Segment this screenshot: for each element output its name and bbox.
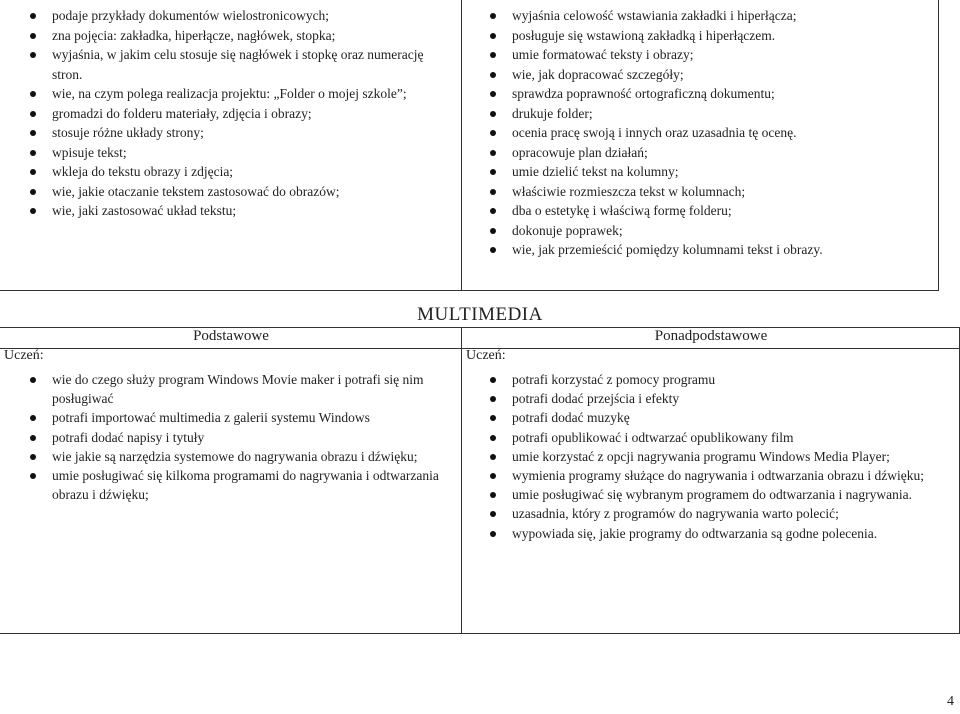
list-item xyxy=(22,201,442,221)
list-item xyxy=(482,447,942,466)
bottom-left-list xyxy=(22,370,442,504)
list-item-text: posługuje się wstawioną zakładką i hiperłączem. xyxy=(512,27,776,43)
bullet-icon xyxy=(30,454,36,460)
list-item xyxy=(482,524,942,543)
bullet-icon xyxy=(30,52,36,58)
bullet-icon xyxy=(30,473,36,479)
bullet-icon xyxy=(30,111,36,117)
student-label-left: Uczeń: xyxy=(4,348,44,363)
list-item xyxy=(482,162,942,182)
list-item xyxy=(22,104,442,124)
bullet-icon xyxy=(490,247,496,253)
list-item xyxy=(22,26,442,46)
list-item xyxy=(482,389,942,408)
list-item-text: uzasadnia, który z programów do nagrywania warto polecić; xyxy=(512,506,839,522)
bullet-icon xyxy=(490,111,496,117)
bottom-right-list xyxy=(482,370,942,543)
list-item-text: opracowuje plan działań; xyxy=(512,144,648,160)
bullet-icon xyxy=(490,454,496,460)
list-item xyxy=(482,123,942,143)
bullet-icon xyxy=(30,169,36,175)
list-item-text: umie posługiwać się kilkoma programami do nagrywania i odtwarzania obrazu i dźwięku; xyxy=(52,468,439,503)
list-item xyxy=(22,428,442,447)
list-item xyxy=(482,84,942,104)
list-item-text: podaje przykłady dokumentów wielostronicowych; xyxy=(52,8,330,23)
bullet-icon xyxy=(490,169,496,175)
bullet-icon xyxy=(490,435,496,441)
bullet-icon xyxy=(30,208,36,214)
list-item xyxy=(22,6,442,26)
list-item xyxy=(482,504,942,523)
list-item-text: umie dzielić tekst na kolumny; xyxy=(512,164,679,179)
header-advanced: Ponadpodstawowe xyxy=(654,328,768,344)
list-item xyxy=(482,45,942,65)
student-label-right: Uczeń: xyxy=(466,348,506,363)
list-item-text: dba o estetykę i właściwą formę folderu; xyxy=(512,203,732,218)
list-item-text: potrafi korzystać z pomocy programu xyxy=(512,372,716,387)
bullet-icon xyxy=(490,72,496,78)
bullet-icon xyxy=(30,435,36,441)
list-item-text: potrafi dodać napisy i tytuły xyxy=(52,429,205,445)
list-item xyxy=(482,65,942,85)
list-item-text: wie jakie są narzędzia systemowe do nagrywania obrazu i dźwięku; xyxy=(52,448,418,464)
bullet-icon xyxy=(30,130,36,136)
top-right-list xyxy=(482,6,942,260)
list-item-text: drukuje folder; xyxy=(512,105,593,121)
list-item xyxy=(22,162,442,182)
list-item xyxy=(22,45,442,84)
list-item xyxy=(22,408,442,427)
list-item-text: umie formatować teksty i obrazy; xyxy=(512,47,694,62)
bullet-icon xyxy=(30,91,36,97)
list-item xyxy=(482,26,942,46)
list-item xyxy=(482,143,942,163)
list-item xyxy=(22,370,442,408)
list-item-text: wyjaśnia, w jakim celu stosuje się nagłówek i stopkę oraz numerację stron. xyxy=(52,47,424,82)
list-item-text: wie, jakie otaczanie tekstem zastosować do obrazów; xyxy=(52,183,340,199)
list-item xyxy=(482,221,942,241)
list-item xyxy=(482,466,942,485)
section-title: MULTIMEDIA xyxy=(417,304,543,325)
bullet-icon xyxy=(490,150,496,156)
list-item-text: umie posługiwać się wybranym programem do odtwarzania i nagrywania. xyxy=(512,487,913,503)
list-item xyxy=(482,485,942,504)
list-item xyxy=(482,6,942,26)
list-item xyxy=(22,84,442,104)
list-item-text: potrafi importować multimedia z galerii systemu Windows xyxy=(52,410,370,426)
bullet-icon xyxy=(30,13,36,19)
list-item-text: wie, jaki zastosować układ tekstu; xyxy=(52,203,237,218)
bullet-icon xyxy=(490,130,496,136)
bullet-icon xyxy=(490,33,496,39)
list-item-text: wypowiada się, jakie programy do odtwarzania są godne polecenia. xyxy=(512,525,878,541)
bullet-icon xyxy=(490,492,496,498)
list-item xyxy=(22,123,442,143)
bullet-icon xyxy=(490,52,496,58)
bullet-icon xyxy=(490,396,496,402)
list-item xyxy=(22,182,442,202)
list-item xyxy=(22,466,442,504)
list-item xyxy=(482,201,942,221)
bullet-icon xyxy=(490,531,496,537)
list-item-text: potrafi dodać przejścia i efekty xyxy=(512,391,680,407)
list-item-text: umie korzystać z opcji nagrywania programu Windows Media Player; xyxy=(512,448,890,464)
list-item-text: wie, na czym polega realizacja projektu: „Folder o mojej szkole”; xyxy=(52,86,407,101)
list-item-text: wie, jak dopracować szczegóły; xyxy=(512,66,684,82)
bullet-icon xyxy=(490,511,496,517)
bullet-icon xyxy=(490,228,496,234)
bottom-right-column xyxy=(482,370,942,543)
list-item-text: zna pojęcia: zakładka, hiperłącze, nagłówek, stopka; xyxy=(52,27,336,43)
top-left-list xyxy=(22,6,442,221)
list-item-text: wie, jak przemieścić pomiędzy kolumnami tekst i obrazy. xyxy=(512,242,823,257)
list-item xyxy=(482,182,942,202)
bullet-icon xyxy=(30,415,36,421)
list-item xyxy=(482,240,942,260)
bottom-left-column xyxy=(22,370,442,504)
list-item xyxy=(482,408,942,427)
bullet-icon xyxy=(490,415,496,421)
list-item-text: potrafi opublikować i odtwarzać opublikowany film xyxy=(512,429,794,445)
bullet-icon xyxy=(490,91,496,97)
list-item-text: potrafi dodać muzykę xyxy=(512,410,630,426)
bullet-icon xyxy=(30,189,36,195)
list-item-text: wie do czego służy program Windows Movie maker i potrafi się nim posługiwać xyxy=(52,372,424,407)
list-item-text: wkleja do tekstu obrazy i zdjęcia; xyxy=(52,164,234,179)
list-item-text: sprawdza poprawność ortograficzną dokumentu; xyxy=(512,86,775,101)
bullet-icon xyxy=(30,33,36,39)
list-item xyxy=(482,428,942,447)
bullet-icon xyxy=(490,13,496,19)
bullet-icon xyxy=(30,377,36,383)
list-item xyxy=(22,447,442,466)
bullet-icon xyxy=(30,150,36,156)
list-item-text: dokonuje poprawek; xyxy=(512,222,623,238)
header-basic: Podstawowe xyxy=(193,328,269,344)
list-item xyxy=(482,370,942,389)
list-item-text: wpisuje tekst; xyxy=(52,144,127,160)
bullet-icon xyxy=(490,208,496,214)
bullet-icon xyxy=(490,377,496,383)
top-right-column xyxy=(482,6,942,260)
bullet-icon xyxy=(490,473,496,479)
page-number: 4 xyxy=(947,694,954,709)
list-item-text: właściwie rozmieszcza tekst w kolumnach; xyxy=(512,183,746,199)
list-item xyxy=(482,104,942,124)
list-item-text: gromadzi do folderu materiały, zdjęcia i obrazy; xyxy=(52,105,312,121)
bullet-icon xyxy=(490,189,496,195)
list-item-text: stosuje różne układy strony; xyxy=(52,125,204,140)
list-item-text: wymienia programy służące do nagrywania i odtwarzania obrazu i dźwięku; xyxy=(512,468,924,484)
list-item-text: wyjaśnia celowość wstawiania zakładki i hiperłącza; xyxy=(512,8,797,23)
list-item xyxy=(22,143,442,163)
list-item-text: ocenia pracę swoją i innych oraz uzasadnia tę ocenę. xyxy=(512,125,797,140)
top-left-column xyxy=(22,6,442,221)
